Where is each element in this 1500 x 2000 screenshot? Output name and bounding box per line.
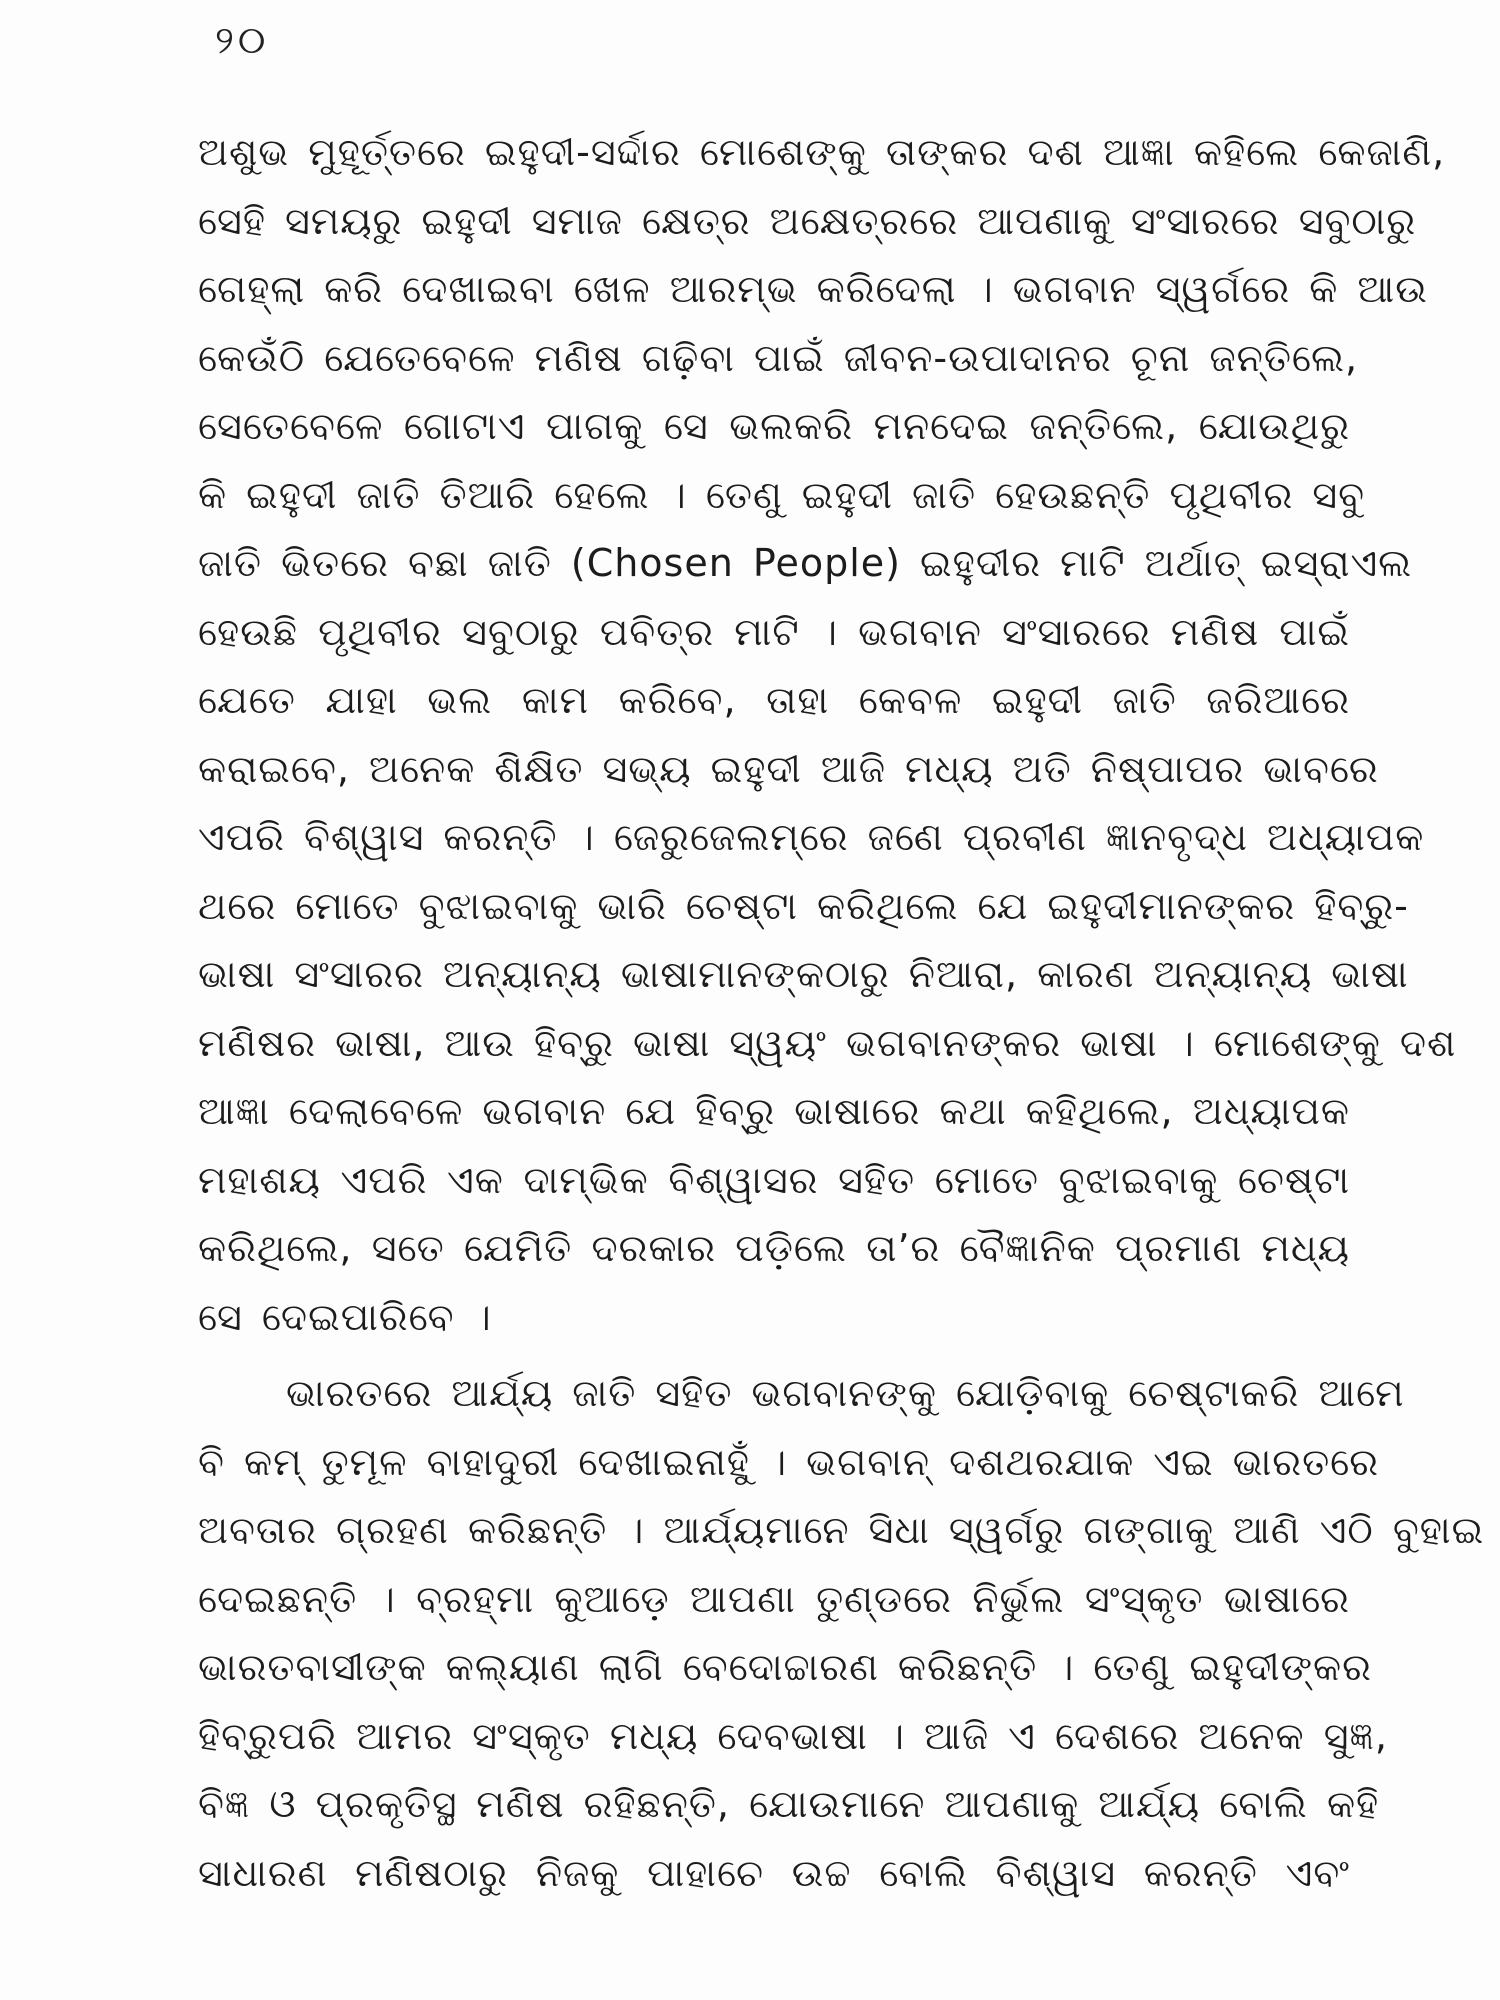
text-line: ଭାଷା ସଂସାରର ଅନ୍ୟାନ୍ୟ ଭାଷାମାନଙ୍କଠାରୁ ନିଆରା, କାରଣ ଅନ୍ୟାନ୍ୟ ଭାଷା (198, 952, 1409, 996)
text-line: ଗେହ୍ଲା କରି ଦେଖାଇବା ଖେଳ ଆରମ୍ଭ କରିଦେଲା । ଭଗବାନ ସ୍ୱର୍ଗରେ କି ଆଉ (198, 267, 1428, 311)
body-text (198, 118, 1485, 1907)
page-number: ୨୦ (215, 18, 270, 62)
text-line: କେଉଁଠି ଯେତେବେଳେ ମଣିଷ ଗଢ଼ିବା ପାଇଁ ଜୀବନ-ଉପାଦାନର ଚୂନା ଜନ୍ତିଲେ, (198, 335, 1359, 380)
text-line: ଅଶୁଭ ମୁହୂର୍ତ୍ତରେ ଇହୁଦୀ-ସର୍ଦ୍ଦାର ମୋଶେଙ୍କୁ ତାଙ୍କର ଦଶ ଆଜ୍ଞା କହିଲେ କେଜାଣି, (198, 130, 1446, 174)
text-line: ଥରେ ମୋତେ ବୁଝାଇବାକୁ ଭାରି ଚେଷ୍ଟା କରିଥିଲେ ଯେ ଇହୁଦୀମାନଙ୍କର ହିବ୍ରୁ- (198, 883, 1409, 928)
text-line: ଜାତି ଭିତରେ ବଛା ଜାତି (Chosen People) ଇହୁଦୀର ମାଟି ଅର୍ଥାତ୍ ଇସ୍ରାଏଲ (198, 541, 1413, 585)
text-line: ବିଜ୍ଞ ଓ ପ୍ରକୃତିସ୍ଥ ମଣିଷ ରହିଛନ୍ତି, ଯୋଉମାନେ ଆପଣାକୁ ଆର୍ଯ୍ୟ ବୋଲି କହି (198, 1782, 1380, 1826)
text-line: ସେ ଦେଇପାରିବେ । (198, 1294, 492, 1339)
text-line: ଏପରି ବିଶ୍ୱାସ କରନ୍ତି । ଜେରୁଜେଲମ୍‌ରେ ଜଣେ ପ୍ରବୀଣ ଜ୍ଞାନବୃଦ୍ଧ ଅଧ୍ୟାପକ (198, 815, 1425, 859)
text-line: ହିବ୍ରୁପରି ଆମର ସଂସ୍କୃତ ମଧ୍ୟ ଦେବଭାଷା । ଆଜି ଏ ଦେଶରେ ଅନେକ ସୁଜ୍ଞ, (198, 1713, 1388, 1758)
text-line: କରାଇବେ, ଅନେକ ଶିକ୍ଷିତ ସଭ୍ୟ ଇହୁଦୀ ଆଜି ମଧ୍ୟ ଅତି ନିଷ୍ପାପର ଭାବରେ (198, 746, 1379, 791)
text-line: ହେଉଛି ପୃଥିବୀର ସବୁଠାରୁ ପବିତ୍ର ମାଟି । ଭଗବାନ ସଂସାରରେ ମଣିଷ ପାଇଁ (198, 609, 1350, 654)
text-line: ସେହି ସମୟରୁ ଇହୁଦୀ ସମାଜ କ୍ଷେତ୍ର ଅକ୍ଷେତ୍ରରେ ଆପଣାକୁ ସଂସାରରେ ସବୁଠାରୁ (198, 198, 1417, 243)
text-line: ମହାଶୟ ଏପରି ଏକ ଦାମ୍ଭିକ ବିଶ୍ୱାସର ସହିତ ମୋତେ ବୁଝାଇବାକୁ ଚେଷ୍ଟା (198, 1157, 1350, 1202)
text-line: ସାଧାରଣ ମଣିଷଠାରୁ ନିଜକୁ ପାହାଚେ ଉଚ୍ଚ ବୋଲି ବିଶ୍ୱାସ କରନ୍ତି ଏବଂ (198, 1850, 1350, 1895)
paragraph-1 (198, 118, 1457, 1351)
text-line: ଅବତାର ଗ୍ରହଣ କରିଛନ୍ତି । ଆର୍ଯ୍ୟମାନେ ସିଧା ସ୍ୱର୍ଗରୁ ଗଙ୍ଗାକୁ ଆଣି ଏଠି ବୁହାଇ (198, 1508, 1485, 1552)
text-line: କରିଥିଲେ, ସତେ ଯେମିତି ଦରକାର ପଡ଼ିଲେ ତା’ର ବୈଜ୍ଞାନିକ ପ୍ରମାଣ ମଧ୍ୟ (198, 1226, 1350, 1270)
text-line: ଦେଇଛନ୍ତି । ବ୍ରହ୍ମା କୁଆଡ଼େ ଆପଣା ତୁଣ୍ଡରେ ନିର୍ଭୁଲ ସଂସ୍କୃତ ଭାଷାରେ (198, 1576, 1350, 1621)
text-line: କି ଇହୁଦୀ ଜାତି ତିଆରି ହେଲେ । ତେଣୁ ଇହୁଦୀ ଜାତି ହେଉଛନ୍ତି ପୃଥିବୀର ସବୁ (198, 472, 1366, 517)
text-line: ଭାରତରେ ଆର୍ଯ୍ୟ ଜାତି ସହିତ ଭଗବାନଙ୍କୁ ଯୋଡ଼ିବାକୁ ଚେଷ୍ଟାକରି ଆମେ (286, 1371, 1405, 1415)
paragraph-2 (198, 1359, 1485, 1907)
text-line: ବି କମ୍ ତୁମୂଳ ବାହାଦୁରୀ ଦେଖାଇନାହୁଁ । ଭଗବାନ୍ ଦଶଥରଯାକ ଏଇ ଭାରତରେ (198, 1439, 1379, 1484)
text-line: ମଣିଷର ଭାଷା, ଆଉ ହିବ୍ରୁ ଭାଷା ସ୍ୱୟଂ ଭଗବାନଙ୍କର ଭାଷା । ମୋଶେଙ୍କୁ ଦଶ (198, 1020, 1457, 1065)
text-line: ଭାରତବାସୀଙ୍କ କଲ୍ୟାଣ ଲାଗି ବେଦୋଚ୍ଚାରଣ କରିଛନ୍ତି । ତେଣୁ ଇହୁଦୀଙ୍କର (198, 1645, 1372, 1689)
text-line: ଆଜ୍ଞା ଦେଲାବେଳେ ଭଗବାନ ଯେ ହିବ୍ରୁ ଭାଷାରେ କଥା କହିଥିଲେ, ଅଧ୍ୟାପକ (198, 1089, 1350, 1133)
text-line: ଯେତେ ଯାହା ଭଲ କାମ କରିବେ, ତାହା କେବଳ ଇହୁଦୀ ଜାତି ଜରିଆରେ (198, 678, 1350, 722)
text-line: ସେତେବେଳେ ଗୋଟାଏ ପାଗକୁ ସେ ଭଲକରି ମନଦେଇ ଜନ୍ତିଲେ, ଯୋଉଥିରୁ (198, 404, 1350, 448)
